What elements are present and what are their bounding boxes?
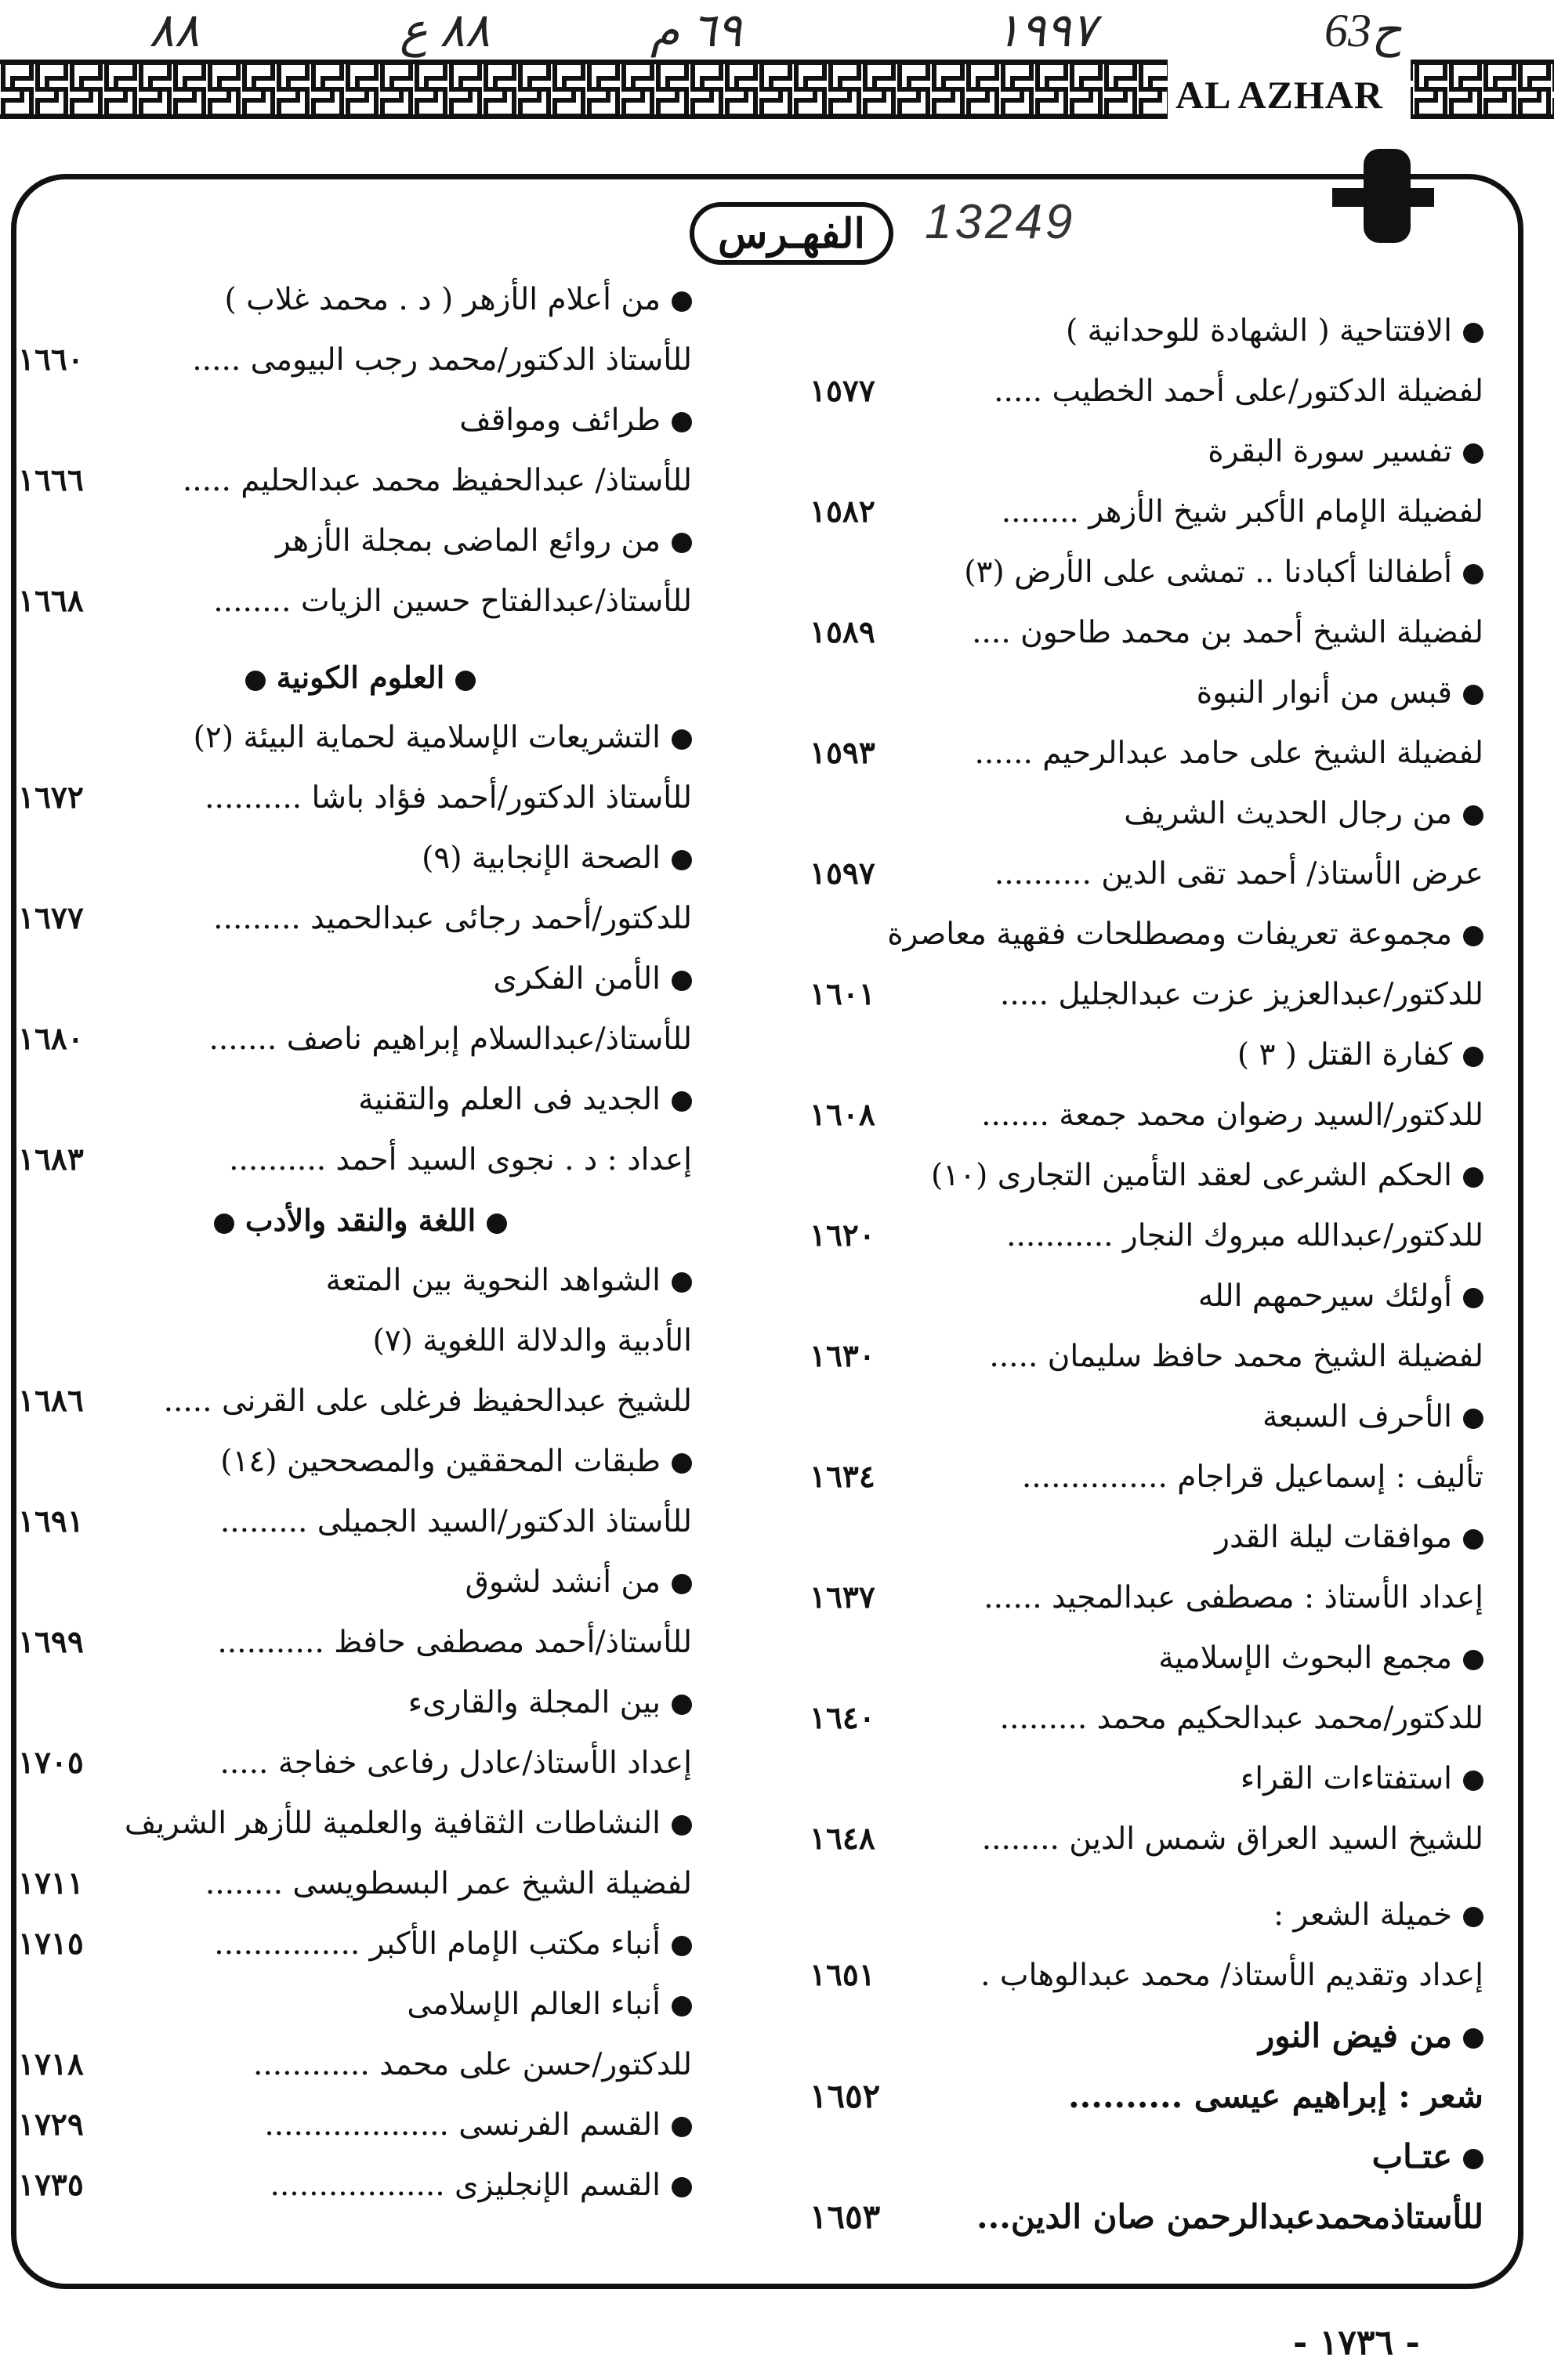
- entry-author: للأستاذ الدكتور/السيد الجميلى .........: [219, 1504, 692, 1539]
- entry-author: إعداد وتقديم الأستاذ/ محمد عبدالوهاب .: [980, 1958, 1483, 1993]
- entry-title: خميلة الشعر :: [1273, 1897, 1452, 1933]
- entry-title: الجديد فى العلم والتقنية: [358, 1082, 661, 1117]
- contents-entry: [18, 1974, 692, 2035]
- contents-column-right: [810, 301, 1483, 2247]
- entry-title: الافتتاحية ( الشهادة للوحدانية ): [1065, 313, 1452, 349]
- page-ref: ١٦٦٨: [18, 583, 84, 619]
- entry-title: أطفالنا أكبادنا .. تمشى على الأرض (٣): [964, 555, 1452, 590]
- bullet-icon: [1463, 1907, 1483, 1927]
- entry-title: من رجال الحديث الشريف: [1124, 796, 1452, 831]
- contents-entry: [18, 828, 692, 888]
- bullet-icon: [672, 971, 692, 991]
- entry-author: إعداد الأستاذ/عادل رفاعى خفاجة .....: [219, 1745, 692, 1781]
- contents-entry: [18, 1311, 692, 1371]
- entry-author: إعداد : د . نجوى السيد أحمد ..........: [229, 1142, 692, 1177]
- bullet-icon: [1463, 1409, 1483, 1429]
- bullet-icon: [1463, 805, 1483, 826]
- entry-author: لفضيلة الإمام الأكبر شيخ الأزهر ........: [1001, 494, 1483, 530]
- contents-entry: [810, 1885, 1483, 1945]
- contents-entry: [810, 1568, 1483, 1628]
- handwritten-note: 63ح: [1324, 5, 1402, 56]
- entry-author: تأليف : إسماعيل قراجام ...............: [1021, 1459, 1483, 1495]
- entry-author: لفضيلة الشيخ أحمد بن محمد طاحون ....: [972, 615, 1483, 650]
- contents-entry: [18, 1130, 692, 1190]
- bullet-icon: [672, 1815, 692, 1836]
- entry-author: شعر : إبراهيم عيسى ..........: [1067, 2077, 1483, 2115]
- contents-entry: [810, 421, 1483, 482]
- contents-entry: [18, 768, 692, 828]
- contents-entry: [810, 1688, 1483, 1749]
- contents-entry: [810, 1085, 1483, 1145]
- entry-author: للأستاذ الدكتور/محمد رجب البيومى .....: [192, 342, 692, 378]
- bullet-icon: [1463, 1529, 1483, 1550]
- bullet-icon: [672, 1453, 692, 1474]
- contents-entry: [18, 2035, 692, 2095]
- page-ref: ١٦٤٨: [810, 1821, 875, 1857]
- contents-entry: [810, 1266, 1483, 1326]
- entry-author: للدكتور/حسن على محمد ............: [252, 2047, 692, 2082]
- contents-entry: [18, 888, 692, 949]
- page-ref: ١٦٣٤: [810, 1459, 875, 1495]
- entry-title: من أنشد لشوق: [465, 1564, 661, 1600]
- page-ref: ١٦٨٣: [18, 1141, 84, 1177]
- contents-entry: [810, 602, 1483, 663]
- page-ref: ١٦٩٩: [18, 1624, 84, 1660]
- entry-author: للدكتور/أحمد رجائى عبدالحميد .........: [213, 901, 692, 936]
- contents-entry: [18, 2095, 692, 2155]
- page-ref: ١٦٥١: [810, 1957, 875, 1993]
- bullet-icon: [245, 671, 266, 691]
- page-ref: ١٧٢٩: [18, 2107, 84, 2143]
- entry-title: الحكم الشرعى لعقد التأمين التجارى (١٠): [930, 1158, 1452, 1193]
- entry-title: الصحة الإنجابية (٩): [422, 841, 661, 876]
- bullet-icon: [672, 291, 692, 312]
- contents-entry: [18, 1492, 692, 1552]
- entry-title: أولئك سيرحمهم الله: [1197, 1279, 1452, 1314]
- entry-title: الأدبية والدلالة اللغوية (٧): [372, 1323, 692, 1358]
- page-ref: ١٧٣٥: [18, 2167, 84, 2203]
- bullet-icon: [672, 412, 692, 432]
- contents-entry: [810, 1945, 1483, 2006]
- entry-author: للأستاذ/أحمد مصطفى حافظ ...........: [217, 1625, 692, 1660]
- contents-entry: [18, 330, 692, 390]
- entry-title: استفتاءات القراء: [1240, 1761, 1452, 1796]
- contents-entry: [18, 511, 692, 571]
- entry-author: للشيخ السيد العراق شمس الدين ........: [981, 1821, 1483, 1857]
- page-ref: ١٦٠١: [810, 976, 875, 1012]
- entry-author: للدكتور/عبدالله مبروك النجار ...........: [1006, 1218, 1483, 1253]
- entry-author: أنباء مكتب الإمام الأكبر ...............: [214, 1926, 661, 1962]
- contents-entry: [18, 1673, 692, 1733]
- page-ref: ١٦٧٧: [18, 900, 84, 936]
- entry-author: للدكتور/محمد عبدالحكيم محمد .........: [999, 1701, 1483, 1736]
- contents-entry: [810, 663, 1483, 723]
- contents-entry: [810, 1387, 1483, 1447]
- page-ref: ١٧٠٥: [18, 1745, 84, 1781]
- contents-entry: [18, 1854, 692, 1914]
- bullet-icon: [1463, 1650, 1483, 1670]
- contents-entry: [810, 2066, 1483, 2126]
- bullet-icon: [1463, 443, 1483, 464]
- handwritten-note: ٨٨ ع: [400, 5, 491, 56]
- entry-title: التشريعات الإسلامية لحماية البيئة (٢): [193, 720, 661, 755]
- bullet-icon: [1463, 1167, 1483, 1188]
- page-ref: ١٥٩٧: [810, 855, 875, 892]
- entry-title: طرائف ومواقف: [459, 403, 661, 438]
- bullet-icon: [1463, 564, 1483, 584]
- bullet-icon: [672, 1996, 692, 2016]
- entry-title: من أعلام الأزهر ( د . محمد غلاب ): [224, 282, 661, 317]
- contents-entry: [810, 2126, 1483, 2186]
- page-ref: ١٦٤٠: [810, 1700, 875, 1736]
- contents-entry: [810, 2006, 1483, 2066]
- contents-entry: [810, 844, 1483, 904]
- entry-title: من روائع الماضى بمجلة الأزهر: [276, 523, 661, 559]
- page-title: الفهـرس: [690, 202, 893, 265]
- entry-author: للأستاذ/عبدالسلام إبراهيم ناصف .......: [208, 1022, 692, 1057]
- bullet-icon: [455, 671, 476, 691]
- page-ref: ١٦٩١: [18, 1503, 84, 1539]
- page-ref: ١٥٧٧: [810, 373, 875, 409]
- entry-author: لفضيلة الشيخ عمر البسطويسى ........: [205, 1866, 692, 1901]
- contents-entry: [18, 390, 692, 450]
- contents-entry: [18, 707, 692, 768]
- contents-entry: [18, 1431, 692, 1492]
- entry-title: عتـاب: [1371, 2137, 1452, 2176]
- handwritten-notes: [0, 3, 1554, 58]
- bullet-icon: [672, 850, 692, 870]
- handwritten-note: ١٩٩٧: [995, 5, 1096, 56]
- contents-entry: [810, 1628, 1483, 1688]
- entry-title: مجموعة تعريفات ومصطلحات فقهية معاصرة: [887, 917, 1452, 952]
- entry-author: عرض الأستاذ/ أحمد تقى الدين ..........: [994, 856, 1483, 892]
- entry-title: طبقات المحققين والمصححين (١٤): [220, 1444, 661, 1479]
- bullet-icon: [672, 1091, 692, 1112]
- entry-author: لفضيلة الدكتور/على أحمد الخطيب .....: [994, 374, 1483, 409]
- brand-name: AL AZHAR: [1175, 73, 1384, 117]
- page-ref: ١٦٣٠: [810, 1338, 875, 1374]
- contents-entry: [810, 783, 1483, 844]
- contents-entry: [18, 2155, 692, 2215]
- bullet-icon: [1463, 1047, 1483, 1067]
- contents-entry: [810, 1145, 1483, 1206]
- bullet-icon: [672, 2177, 692, 2197]
- contents-entry: [18, 1552, 692, 1612]
- handwritten-note: ٨٨: [149, 5, 200, 56]
- page-ref: ١٥٨٩: [810, 614, 875, 650]
- page-number: - ١٧٣٦ -: [1293, 2323, 1420, 2363]
- bullet-icon: [1463, 323, 1483, 343]
- entry-author: للدكتور/السيد رضوان محمد جمعة .......: [981, 1098, 1483, 1133]
- contents-entry: [810, 1447, 1483, 1507]
- page-ref: ١٦٢٠: [810, 1217, 875, 1253]
- section-heading: [18, 1190, 692, 1250]
- bullet-icon: [1463, 926, 1483, 946]
- contents-entry: [810, 1326, 1483, 1387]
- contents-entry: [18, 450, 692, 511]
- contents-entry: [18, 1612, 692, 1673]
- page-ref: ١٦٠٨: [810, 1097, 875, 1133]
- entry-author: لفضيلة الشيخ محمد حافظ سليمان .....: [989, 1339, 1483, 1374]
- entry-author: للشيخ عبدالحفيظ فرغلى على القرنى .....: [163, 1384, 692, 1419]
- contents-column-left: [18, 269, 692, 2215]
- bullet-icon: [1463, 685, 1483, 705]
- page-ref: ١٧١٥: [18, 1926, 84, 1962]
- entry-author: لفضيلة الشيخ على حامد عبدالرحيم ......: [974, 736, 1483, 771]
- entry-title: الشواهد النحوية بين المتعة: [325, 1263, 661, 1298]
- bullet-icon: [1463, 1288, 1483, 1308]
- contents-entry: [18, 1250, 692, 1311]
- archive-stamp: 13249: [925, 195, 1076, 249]
- contents-entry: [810, 1809, 1483, 1869]
- page-ref: ١٥٨٢: [810, 494, 875, 530]
- entry-author: القسم الفرنسى ...................: [264, 2107, 661, 2143]
- entry-title: قبس من أنوار النبوة: [1196, 675, 1452, 711]
- contents-entry: [810, 1749, 1483, 1809]
- entry-title: أنباء العالم الإسلامى: [407, 1987, 661, 2022]
- contents-entry: [810, 542, 1483, 602]
- page-ref: ١٥٩٣: [810, 735, 875, 771]
- entry-author: إعداد الأستاذ : مصطفى عبدالمجيد ......: [983, 1580, 1483, 1615]
- bullet-icon: [1463, 1771, 1483, 1791]
- bullet-icon: [1463, 2149, 1483, 2169]
- page-ref: ١٦٨٦: [18, 1383, 84, 1419]
- bullet-icon: [214, 1214, 234, 1234]
- page-ref: ١٧١١: [18, 1865, 84, 1901]
- entry-title: تفسير سورة البقرة: [1208, 434, 1452, 469]
- section-heading: [18, 647, 692, 707]
- entry-author: للدكتور/عبدالعزيز عزت عبدالجليل .....: [1000, 977, 1483, 1012]
- section-label: العلوم الكونية: [276, 660, 445, 695]
- entry-title: بين المجلة والقارىء: [408, 1685, 661, 1720]
- bullet-icon: [487, 1214, 507, 1234]
- contents-entry: [18, 1009, 692, 1069]
- page-ref: ١٧١٨: [18, 2046, 84, 2082]
- contents-entry: [810, 964, 1483, 1025]
- contents-entry: [18, 571, 692, 631]
- page-ref: ١٦٦٦: [18, 462, 84, 498]
- bullet-icon: [672, 1695, 692, 1715]
- bullet-icon: [672, 1272, 692, 1293]
- entry-title: مجمع البحوث الإسلامية: [1158, 1640, 1452, 1676]
- contents-entry: [810, 904, 1483, 964]
- entry-author: القسم الإنجليزى ..................: [270, 2168, 661, 2203]
- contents-entry: [810, 1507, 1483, 1568]
- bullet-icon: [672, 1936, 692, 1956]
- contents-entry: [18, 1914, 692, 1974]
- contents-entry: [810, 723, 1483, 783]
- handwritten-note: ٦٩ م: [650, 5, 742, 56]
- contents-entry: [810, 361, 1483, 421]
- entry-author: للأستاذ الدكتور/أحمد فؤاد باشا ..........: [205, 780, 692, 816]
- contents-entry: [810, 1025, 1483, 1085]
- contents-entry: [18, 1733, 692, 1793]
- entry-author: للأستاذ/عبدالفتاح حسين الزيات ........: [213, 584, 692, 619]
- contents-entry: [18, 269, 692, 330]
- entry-title: من فيض النور: [1258, 2016, 1452, 2055]
- page-ref: ١٦٥٢: [810, 2077, 881, 2115]
- contents-entry: [18, 1793, 692, 1854]
- bullet-icon: [672, 1574, 692, 1594]
- entry-title: النشاطات الثقافية والعلمية للأزهر الشريف: [124, 1806, 661, 1841]
- entry-title: كفارة القتل ( ٣ ): [1237, 1037, 1452, 1072]
- bullet-icon: [1463, 2028, 1483, 2049]
- contents-entry: [810, 482, 1483, 542]
- entry-title: الأمن الفكرى: [493, 961, 661, 996]
- contents-entry: [18, 1069, 692, 1130]
- contents-entry: [810, 2186, 1483, 2247]
- bullet-icon: [672, 533, 692, 553]
- entry-author: للأستاذمحمدعبدالرحمن صان الدين...: [976, 2197, 1483, 2236]
- contents-entry: [810, 1206, 1483, 1266]
- page-ref: ١٦٧٢: [18, 779, 84, 816]
- page-ref: ١٦٨٠: [18, 1021, 84, 1057]
- bullet-icon: [672, 729, 692, 750]
- section-label: اللغة والنقد والأدب: [245, 1203, 476, 1238]
- entry-title: موافقات ليلة القدر: [1215, 1520, 1452, 1555]
- contents-entry: [18, 1371, 692, 1431]
- page-ref: ١٦٥٣: [810, 2197, 881, 2236]
- entry-author: للأستاذ/ عبدالحفيظ محمد عبدالحليم .....: [182, 463, 692, 498]
- contents-entry: [18, 949, 692, 1009]
- page-ref: ١٦٦٠: [18, 342, 84, 378]
- entry-title: الأحرف السبعة: [1262, 1399, 1452, 1434]
- contents-entry: [810, 301, 1483, 361]
- page-ref: ١٦٣٧: [810, 1579, 875, 1615]
- bullet-icon: [672, 2117, 692, 2137]
